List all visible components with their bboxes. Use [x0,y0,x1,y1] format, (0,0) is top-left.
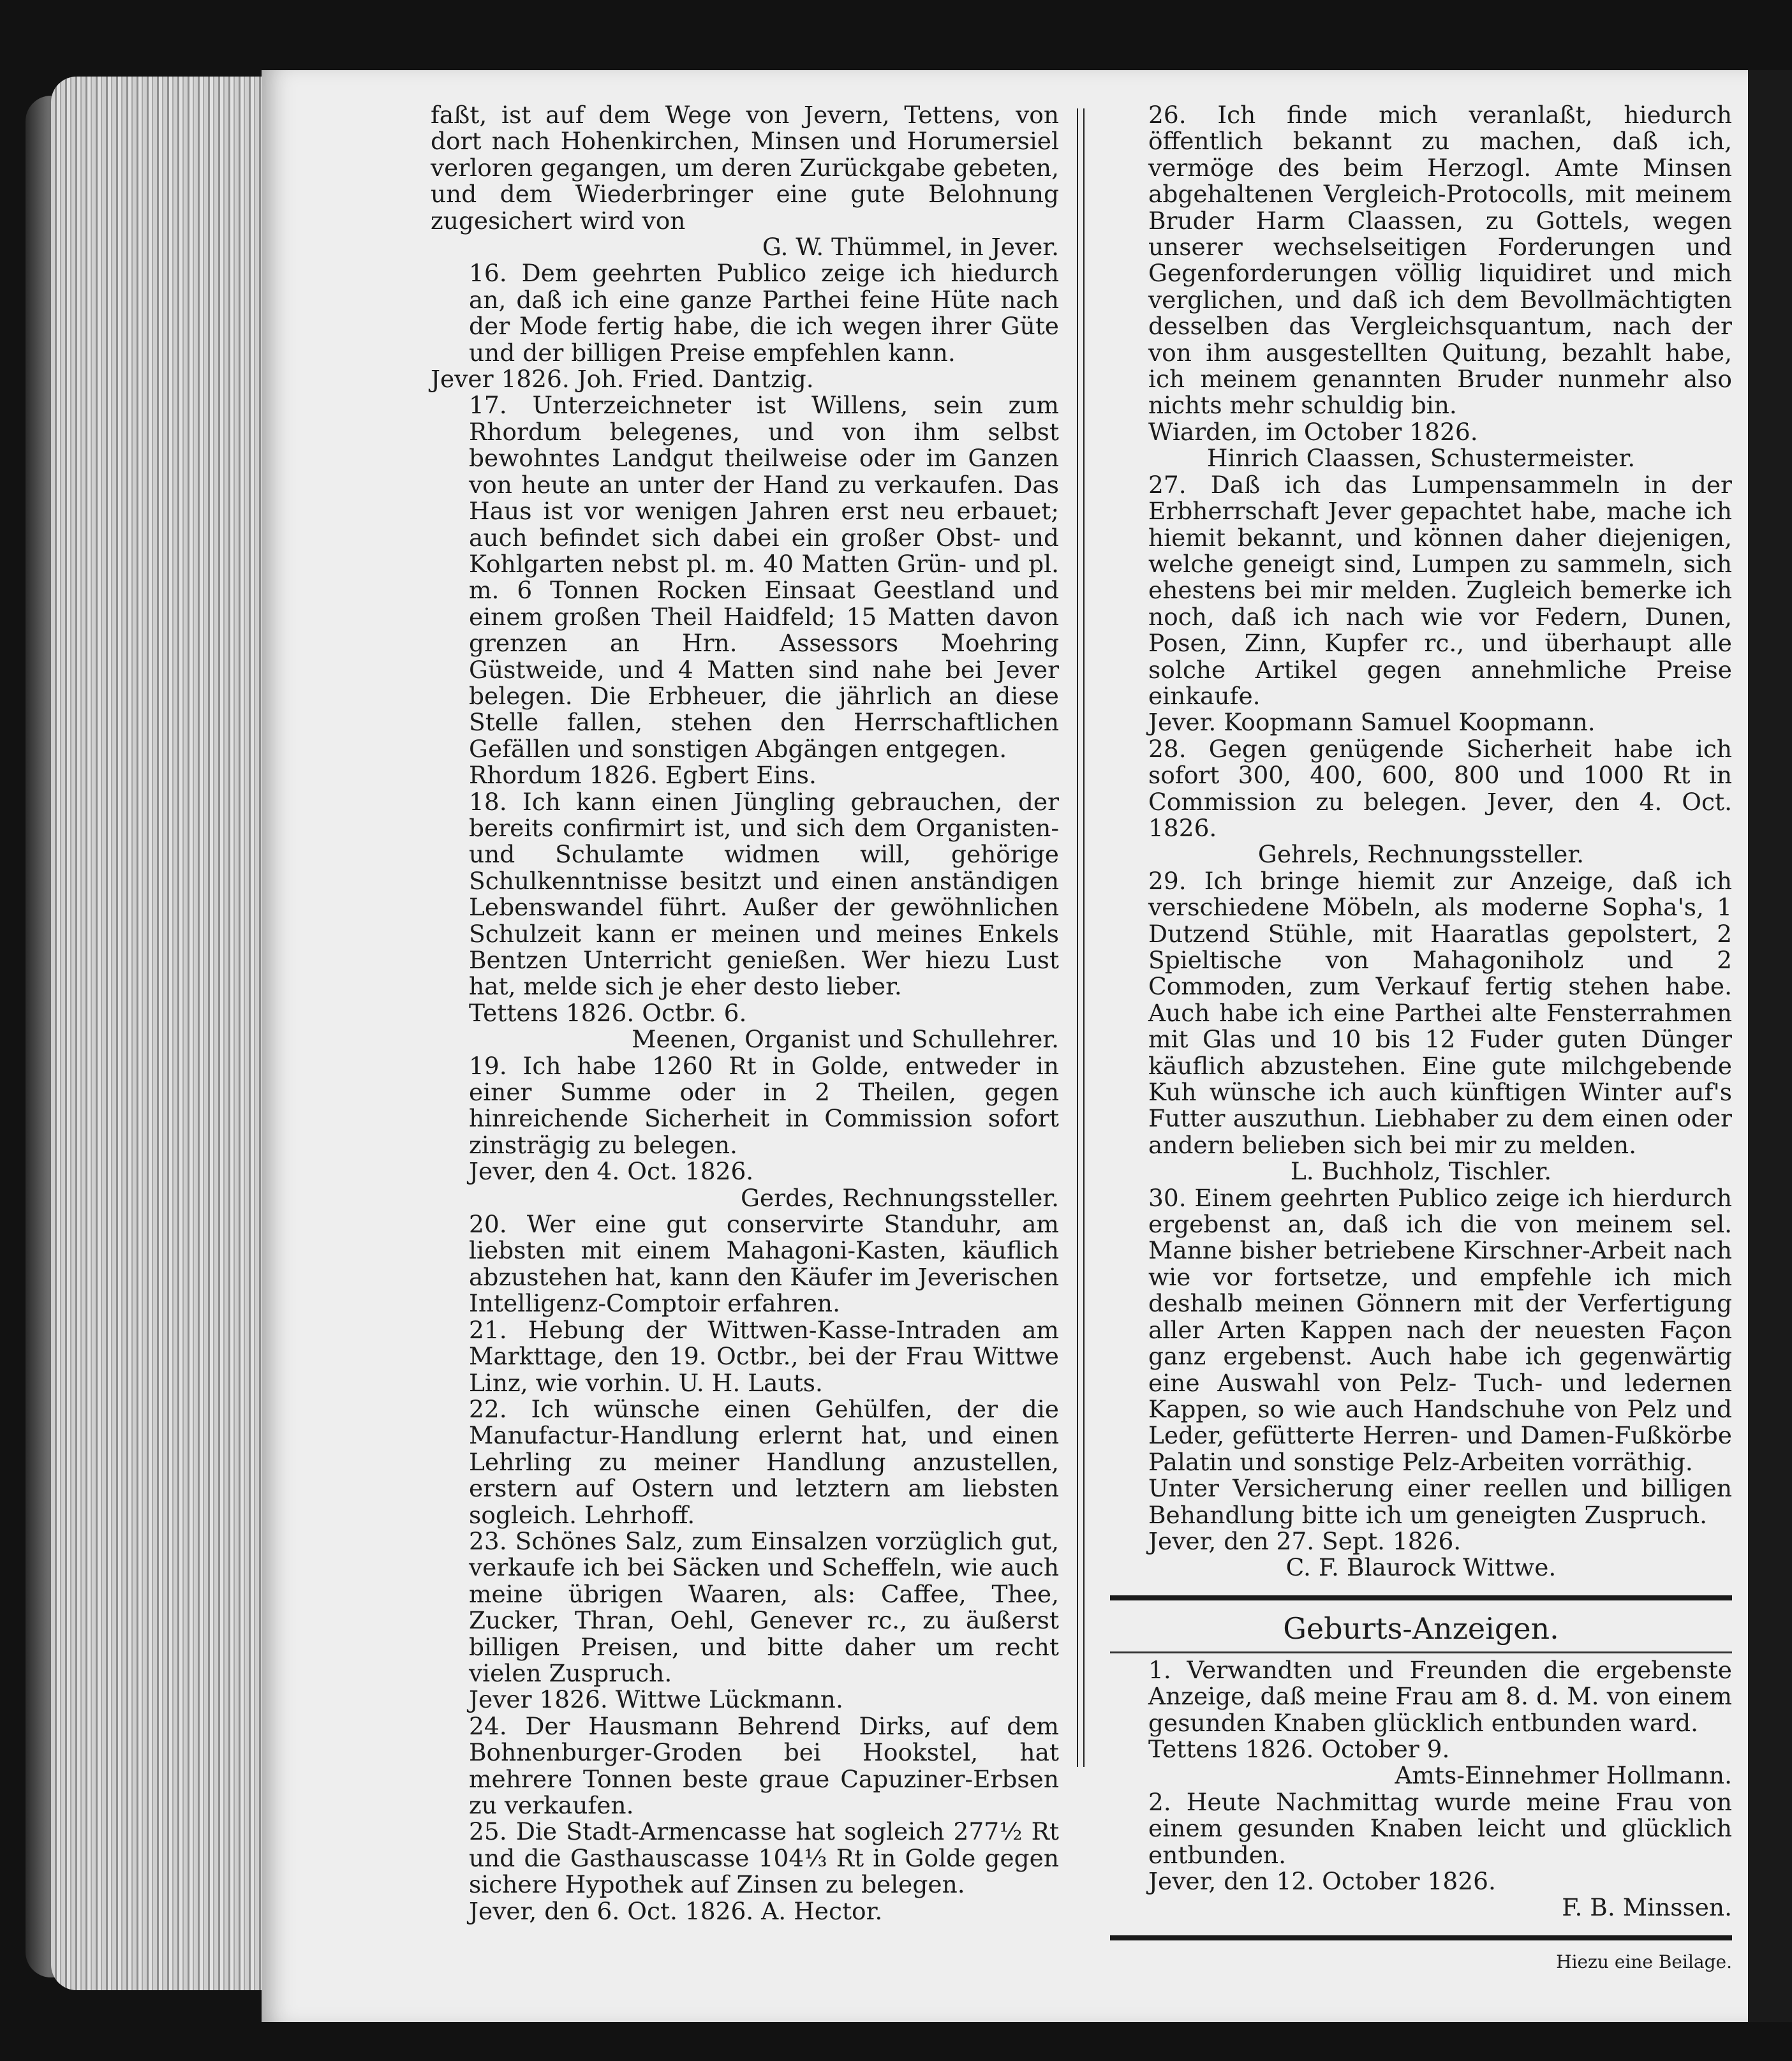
notice-paragraph: 20. Wer eine gut conservirte Standuhr, am liebsten mit einem Mahagoni-Kasten, käuflich abzustehen hat, kann den Käufer im Jeverischen Intelligenz-Comptoir erfahren. [469,1210,1059,1318]
notice-paragraph: 2. Heute Nachmittag wurde meine Frau von einem gesunden Knaben leicht und glücklich entbunden. [1148,1787,1732,1869]
notice-paragraph: 25. Die Stadt-Armencasse hat sogleich 277½ Rt und die Gasthauscasse 104⅓ Rt in Golde gegen sichere Hypothek auf Zinsen zu belegen. [469,1817,1059,1899]
notice-paragraph: C. F. Blaurock Wittwe. [1285,1553,1557,1582]
notice-paragraph: Jever, den 6. Oct. 1826. A. Hector. [469,1896,883,1925]
notice-paragraph: 29. Ich bringe hiemit zur Anzeige, daß ich verschiedene Möbeln, als moderne Sopha's, 1 Dutzend Stühle, mit Haaratlas gepolstert, 2 Spieltische von Mahagoniholz und 2 Commoden, zum Verkauf fertig stehen habe. Auch habe ich eine Parthei alte Fensterrahmen mit Glas und 10 bis 12 Fuder guten Dünger käuflich abzustehen. Eine gute milchgebende Kuh wünsche ich auch künftigen Winter auf's Futter auszuthun. Liebhaber zu dem einen oder andern belieben sich bei mir zu melden. [1148,866,1732,1159]
notice-paragraph: 16. Dem geehrten Publico zeige ich hiedurch an, daß ich eine ganze Parthei feine Hüte nach der Mode fertig habe, die ich wegen ihrer Güte und der billigen Preise empfehlen kann. [469,259,1059,367]
notice-paragraph: Gehrels, Rechnungssteller. [1257,840,1585,869]
right-column [1110,102,1732,1975]
notice-paragraph: 28. Gegen genügende Sicherheit habe ich sofort 300, 400, 600, 800 und 1000 Rt in Commission zu belegen. Jever, den 4. Oct. 1826. [1148,734,1732,842]
notice-paragraph: Meenen, Organist und Schullehrer. [632,1025,1059,1054]
notice-paragraph: 1. Verwandten und Freunden die ergebenste Anzeige, daß meine Frau am 8. d. M. von einem gesunden Knaben glücklich entbunden ward. [1148,1655,1732,1737]
notice-paragraph: Wiarden, im October 1826. [1148,417,1478,446]
notice-paragraph: 24. Der Hausmann Behrend Dirks, auf dem Bohnenburger-Groden bei Hookstel, hat mehrere Tonnen beste graue Capuziner-Erbsen zu verkaufen. [469,1711,1059,1819]
notice-paragraph: Tettens 1826. Octbr. 6. [469,998,747,1027]
section-rule-top [1110,1595,1732,1600]
notice-paragraph: 23. Schönes Salz, zum Einsalzen vorzüglich gut, verkaufe ich bei Säcken und Scheffeln, wie auch meine übrigen Waaren, als: Caffee, Thee, Zucker, Thran, Oehl, Genever rc., zu äußerst billigen Preisen, und bitte daher um recht vielen Zuspruch. [469,1526,1059,1687]
notice-paragraph: Jever, den 4. Oct. 1826. [469,1157,754,1186]
notice-paragraph: L. Buchholz, Tischler. [1290,1157,1552,1186]
notice-paragraph: 19. Ich habe 1260 Rt in Golde, entweder in einer Summe oder in 2 Theilen, gegen hinreichende Sicherheit in Commission sofort zinsträgig zu belegen. [469,1051,1059,1159]
notice-paragraph: Jever 1826. Wittwe Lückmann. [469,1685,843,1714]
right-column-notices [1110,102,1732,1581]
notice-paragraph: 17. Unterzeichneter ist Willens, sein zum Rhordum belegenes, und von ihm selbst bewohntes Landgut theilweise oder im Ganzen von heute an unter der Hand zu verkaufen. Das Haus ist vor wenigen Jahren erst neu erbauet; auch befindet sich dabei ein großer Obst- und Kohlgarten nebst pl. m. 40 Matten Grün- und pl. m. 6 Tonnen Rocken Einsaat Geestland und einem großen Theil Haidfeld; 15 Matten davon grenzen an Hrn. Assessors Moehring Güstweide, und 4 Matten sind nahe bei Jever belegen. Die Erbheuer, die jährlich an diese Stelle fallen, stehen den Herrschaftlichen Gefällen und sonstigen Abgängen entgegen. [469,391,1059,763]
notice-paragraph: Jever 1826. Joh. Fried. Dantzig. [431,365,814,394]
notice-paragraph: faßt, ist auf dem Wege von Jevern, Tettens, von dort nach Hohenkirchen, Minsen und Horumersiel verloren gegangen, um deren Zurückgabe gebeten, und dem Wiederbringer eine gute Belohnung zugesichert wird von [431,101,1059,235]
births-section-title: Geburts-Anzeigen. [1283,1611,1559,1646]
notice-paragraph: 30. Einem geehrten Publico zeige ich hierdurch ergebenst an, daß ich die von meinem sel. Manne bisher betriebene Kirschner-Arbeit nach wie vor fortsetze, und empfehle ich mich deshalb meinen Gönnern mit der Verfertigung aller Arten Kappen nach der neuesten Façon ganz ergebenst. Auch habe ich gegenwärtig eine Auswahl von Pelz- Tuch- und ledernen Kappen, so wie auch Handschuhe von Pelz und Leder, gefütterte Herren- und Damen-Fußkörbe Palatin und sonstige Pelz-Arbeiten vorräthig. [1148,1183,1732,1476]
section-rule-thin [1110,1651,1732,1653]
notice-paragraph: Jever, den 27. Sept. 1826. [1148,1526,1462,1555]
notice-paragraph: Gerdes, Rechnungssteller. [740,1183,1059,1212]
births-entries [1110,1657,1732,1921]
notice-paragraph: 26. Ich finde mich veranlaßt, hiedurch öffentlich bekannt zu machen, daß ich, vermöge des beim Herzogl. Amte Minsen abgehaltenen Vergleich-Protocolls, mit meinem Bruder Harm Claassen, zu Gottels, wegen unserer wechselseitigen Forderungen und Gegenforderungen völlig liquidiret und mich verglichen, und daß ich dem Bevollmächtigten desselben das Vergleichsquantum, nach der von ihm ausgestellten Quitung, bezahlt habe, ich meinem genannten Bruder nunmehr also nichts mehr schuldig bin. [1148,101,1732,420]
page-edges [51,77,262,1990]
notice-paragraph: F. B. Minssen. [1562,1893,1732,1922]
notice-paragraph: Unter Versicherung einer reellen und billigen Behandlung bitte ich um geneigten Zuspruch. [1148,1474,1732,1529]
notice-paragraph: Tettens 1826. October 9. [1148,1734,1450,1763]
notice-paragraph: 22. Ich wünsche einen Gehülfen, der die Manufactur-Handlung erlernt hat, und einen Lehrling zu meiner Handlung anzustellen, erstern auf Ostern und letztern am liebsten sogleich. Lehrhoff. [469,1394,1059,1529]
notice-paragraph: Hinrich Claassen, Schustermeister. [1206,444,1636,473]
notice-paragraph: 27. Daß ich das Lumpensammeln in der Erbherrschaft Jever gepachtet habe, mache ich hiemit bekannt, und können daher diejenigen, welche geneigt sind, Lumpen zu sammeln, sich ehestens bei mir melden. Zugleich bemerke ich noch, daß ich nach wie vor Federn, Dunen, Posen, Zinn, Kupfer rc., und überhaupt alle solche Artikel gegen annehmliche Preise einkaufe. [1148,470,1732,710]
notice-paragraph: 21. Hebung der Wittwen-Kasse-Intraden am Markttage, den 19. Octbr., bei der Frau Wittwe Linz, wie vorhin. U. H. Lauts. [469,1315,1059,1397]
notice-paragraph: Jever. Koopmann Samuel Koopmann. [1148,708,1596,737]
notice-paragraph: Rhordum 1826. Egbert Eins. [469,761,817,790]
section-rule-bottom [1110,1935,1732,1940]
supplement-note: Hiezu eine Beilage. [1556,1951,1732,1972]
notice-paragraph: G. W. Thümmel, in Jever. [762,233,1059,262]
notice-paragraph: 18. Ich kann einen Jüngling gebrauchen, der bereits confirmirt ist, und sich dem Organisten- und Schulamte widmen will, gehörige Schulkenntnisse besitzt und einen anständigen Lebenswandel führt. Außer der gewöhnlichen Schulzeit kann er meinen und meines Enkels Bentzen Unterricht genießen. Wer hiezu Lust hat, melde sich je eher desto lieber. [469,787,1059,1001]
left-column [431,102,1059,1924]
notice-paragraph: Jever, den 12. October 1826. [1148,1867,1496,1895]
notice-paragraph: Amts-Einnehmer Hollmann. [1395,1761,1732,1790]
column-divider [1077,108,1085,1767]
right-margin [1748,70,1792,2022]
